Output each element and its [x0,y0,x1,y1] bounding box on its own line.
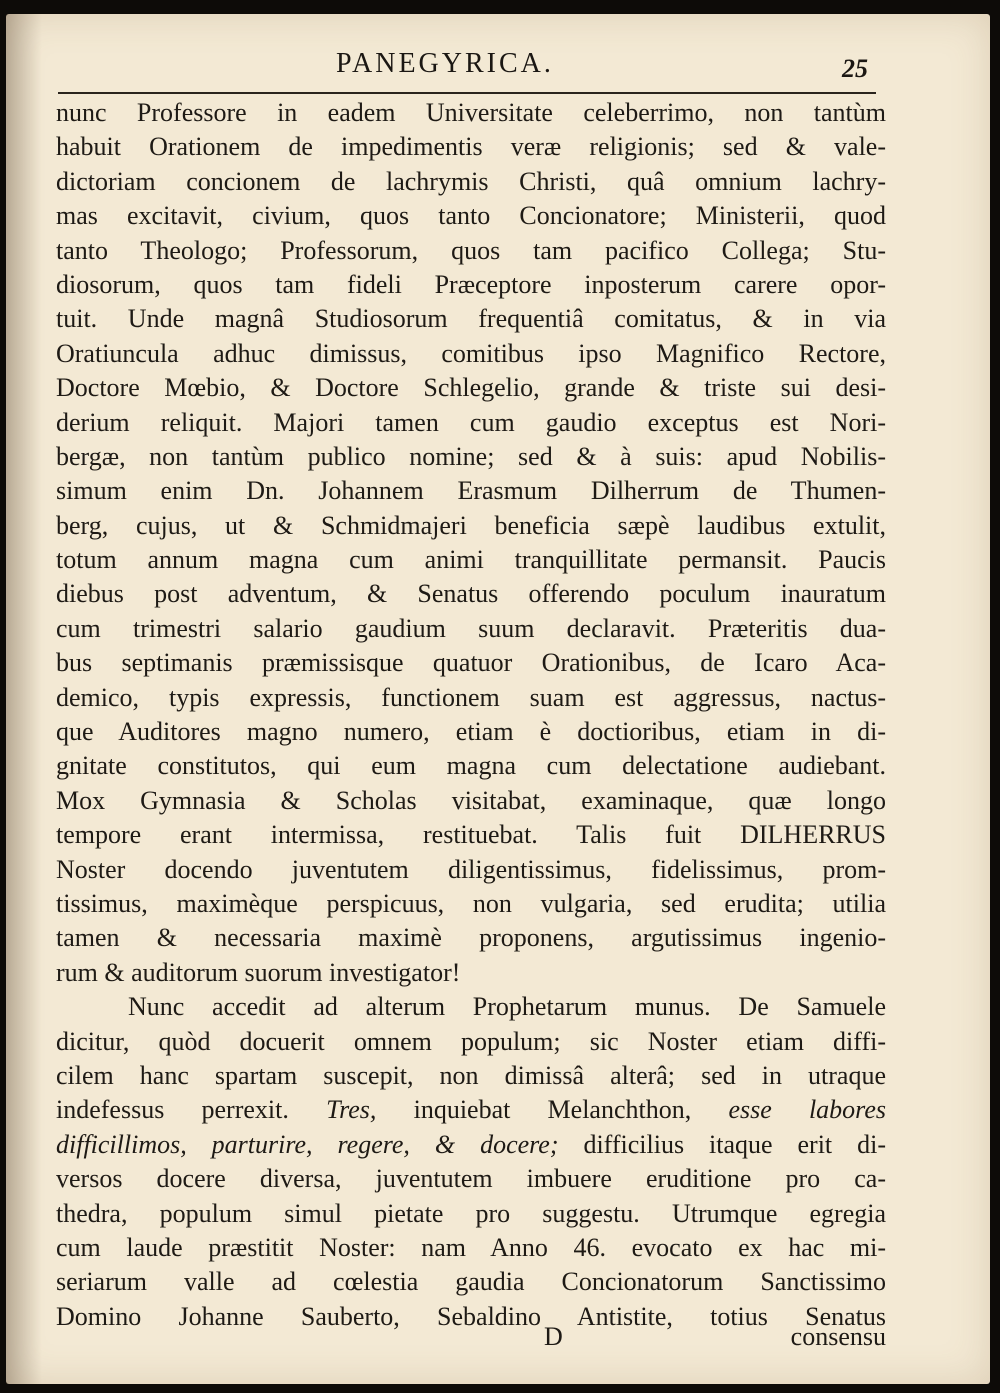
header-rule [58,92,876,94]
text-line: bus septimanis præmissisque quatuor Orationibus, de Icaro Aca- [56,648,886,678]
page-footer [56,1322,886,1356]
catchword: consensu [790,1322,886,1351]
text-line: dicitur, quòd docuerit omnem populum; sic Noster etiam diffi- [56,1026,886,1056]
text-run: inquiebat Melanchthon, [376,1095,729,1125]
running-title: PANEGYRICA. [336,48,554,79]
text-line: tissimus, maximèque perspicuus, non vulgaria, sed erudita; utilia [56,888,886,918]
italic-run: esse labores [728,1095,886,1125]
text-line: cilem hanc spartam suscepit, non dimissâ alterâ; sed in utraque [56,1060,886,1090]
text-line: dictoriam concionem de lachrymis Christi, quâ omnium lachry- [56,166,886,196]
text-line: totum annum magna cum animi tranquillitate permansit. Paucis [56,545,886,575]
text-line: tuit. Unde magnâ Studiosorum frequentiâ comitatus, & in via [56,304,886,334]
text-run: indefessus perrexit. [56,1095,327,1125]
text-line-mixed [56,1128,886,1162]
text-line: cum trimestri salario gaudium suum declaravit. Præteritis dua- [56,613,886,643]
text-line: Oratiuncula adhuc dimissus, comitibus ipso Magnifico Rectore, [56,338,886,368]
text-line: Domino Johanne Sauberto, Sebaldino Antistite, totius Senatus [56,1301,886,1331]
text-line: Mox Gymnasia & Scholas visitabat, examinaque, quæ longo [56,785,886,815]
text-line: tamen & necessaria maximè proponens, argutissimus ingenio- [56,923,886,953]
text-line: simum enim Dn. Johannem Erasmum Dilherrum de Thumen- [56,476,886,506]
book-page [6,14,990,1384]
text-line: rum & auditorum suorum investigator! [56,957,461,987]
text-line: Doctore Mœbio, & Doctore Schlegelio, grande & triste sui desi- [56,373,886,403]
text-line: diebus post adventum, & Senatus offerendo poculum inauratum [56,579,886,609]
italic-run: Tres, [326,1095,377,1125]
spine-shadow [6,14,42,1384]
text-line: diosorum, quos tam fideli Præceptore inposterum carere opor- [56,269,886,299]
text-line: thedra, populum simul pietate pro suggestu. Utrumque egregia [56,1198,886,1228]
text-line: Noster docendo juventutem diligentissimus, fidelissimus, prom- [56,854,886,884]
text-line: que Auditores magno numero, etiam è doctioribus, etiam in di- [56,717,886,747]
signature-mark: D [544,1322,563,1351]
text-line: gnitate constitutos, qui eum magna cum delectatione audiebant. [56,751,886,781]
text-line: tanto Theologo; Professorum, quos tam pacifico Collega; Stu- [56,235,886,265]
text-line: versos docere diversa, juventutem imbuere eruditione pro ca- [56,1164,886,1194]
text-line: nunc Professore in eadem Universitate celeberrimo, non tantùm [56,98,886,127]
text-line: tempore erant intermissa, restituebat. Talis fuit DILHERRUS [56,820,886,850]
text-line: demico, typis expressis, functionem suam est aggressus, nactus- [56,682,886,712]
text-line: cum laude præstitit Noster: nam Anno 46. evocato ex hac mi- [56,1232,886,1262]
text-line: mas excitavit, civium, quos tanto Concionatore; Ministerii, quod [56,201,886,231]
text-line: derium reliquit. Majori tamen cum gaudio exceptus est Nori- [56,407,886,437]
text-line: seriarum valle ad cœlestia gaudia Concionatorum Sanctissimo [56,1267,886,1297]
text-line: bergæ, non tantùm publico nomine; sed & à suis: apud Nobilis- [56,441,886,471]
body-text [56,96,886,1334]
page-number: 25 [842,54,868,83]
text-run: difficilius itaque erit di- [558,1129,886,1159]
paragraph-start-line: Nunc accedit ad alterum Prophetarum munus. De Samuele [128,992,886,1022]
text-line-mixed [56,1093,886,1127]
text-line: berg, cujus, ut & Schmidmajeri beneficia sæpè laudibus extulit, [56,510,886,540]
italic-run: difficillimos, parturire, regere, & docere; [56,1129,559,1159]
text-line: habuit Orationem de impedimentis veræ religionis; sed & vale- [56,132,886,162]
